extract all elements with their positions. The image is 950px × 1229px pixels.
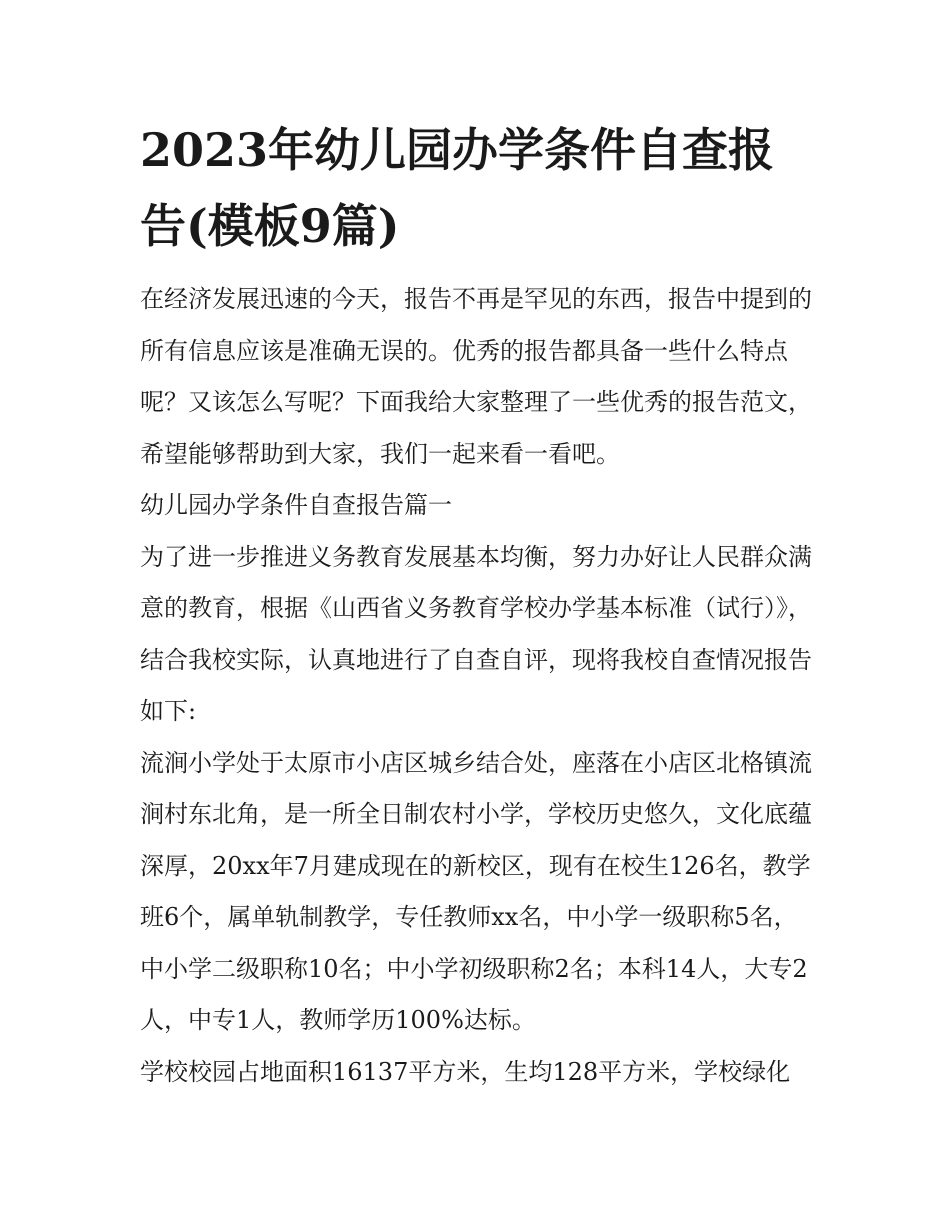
document-body — [140, 274, 820, 1098]
intro-paragraph: 在经济发展迅速的今天，报告不再是罕见的东西，报告中提到的所有信息应该是准确无误的。优秀的报告都具备一些什么特点呢？又该怎么写呢？下面我给大家整理了一些优秀的报告范文，希望能够帮助到大家，我们一起来看一看吧。 — [140, 285, 812, 468]
section-heading: 幼儿园办学条件自查报告篇一 — [140, 491, 452, 519]
body-paragraph: 为了进一步推进义务教育发展基本均衡，努力办好让人民群众满意的教育，根据《山西省义务教育学校办学基本标准（试行）》，结合我校实际，认真地进行了自查自评，现将我校自查情况报告如下: — [140, 542, 812, 725]
document-title: 2023年幼儿园办学条件自查报告(模板9篇) — [140, 123, 775, 253]
body-paragraph: 学校校园占地面积16137平方米，生均128平方米，学校绿化 — [140, 1057, 791, 1086]
body-paragraph: 流涧小学处于太原市小店区城乡结合处，座落在小店区北格镇流涧村东北角，是一所全日制农村小学，学校历史悠久，文化底蕴深厚，20xx年7月建成现在的新校区，现有在校生126名，教学班6个，属单轨制教学，专任教师xx名，中小学一级职称5名，中小学二级职称10名；中小学初级职称2名；本科14人，大专2人，中专1人，教师学历100%达标。 — [140, 748, 812, 1034]
